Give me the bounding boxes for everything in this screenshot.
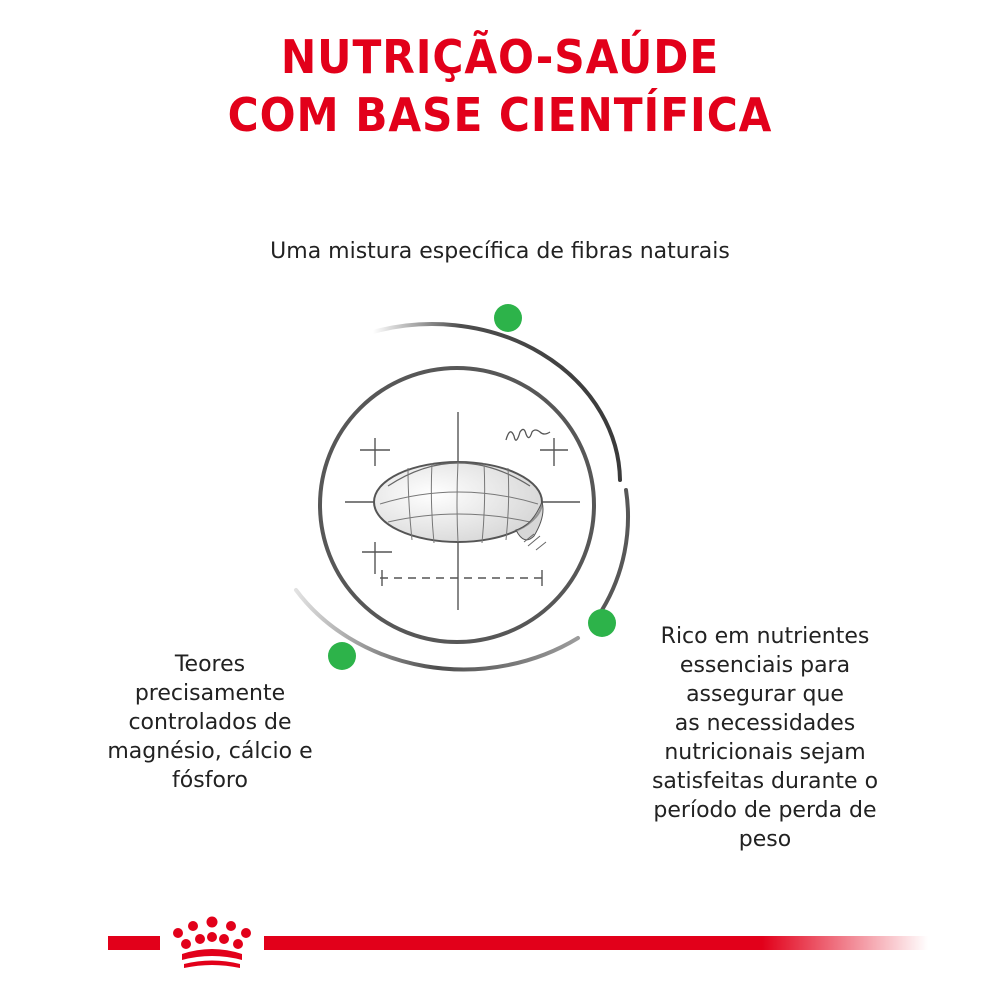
headline-line-2: COM BASE CIENTÍFICA — [227, 88, 773, 142]
kibble-diagram — [280, 290, 660, 714]
benefit-natural-fibres: Uma mistura específica de fibras naturais — [270, 239, 730, 264]
outer-ring-right — [602, 490, 628, 610]
benefit-minerals: Teores precisamente controlados de magnésio, cálcio e fósforo — [107, 652, 313, 793]
outer-ring-top — [373, 324, 620, 480]
green-dot-right — [588, 609, 616, 637]
green-dot-left — [328, 642, 356, 670]
headline-line-1: NUTRIÇÃO-SAÚDE — [280, 30, 720, 84]
headline — [40, 28, 960, 144]
footer-band-right — [264, 936, 928, 950]
footer-band-left — [108, 936, 160, 950]
green-dot-top — [494, 304, 522, 332]
kibble-sketch-icon — [374, 429, 550, 550]
brand-footer-band — [108, 908, 928, 978]
benefit-nutrients: Rico em nutrientes essenciais para assegurar que as necessidades nutricionais sejam satisfeitas durante o período de perda de peso — [651, 624, 879, 852]
royal-crown-logo — [173, 917, 251, 969]
